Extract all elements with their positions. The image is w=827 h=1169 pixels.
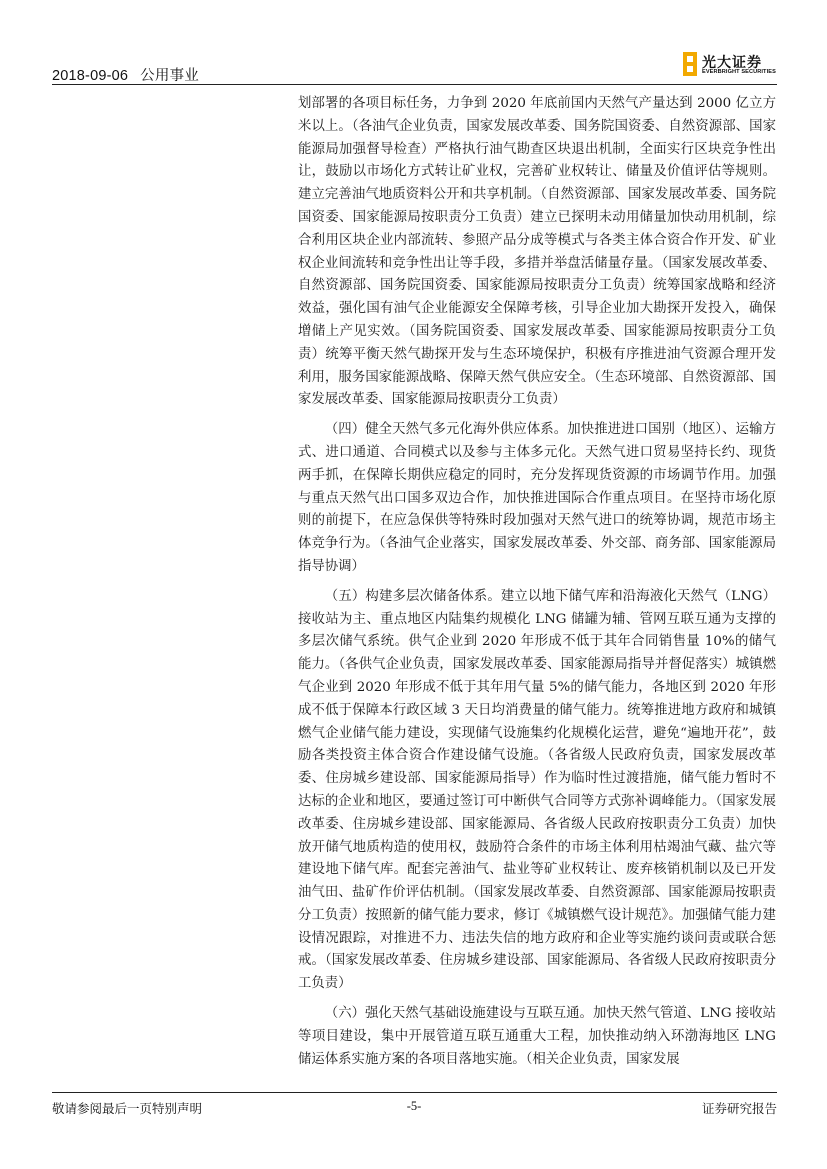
report-sector: 公用事业	[140, 68, 199, 84]
footer-report-type: 证券研究报告	[701, 1102, 777, 1116]
footer-disclaimer: 敬请参阅最后一页特别声明	[52, 1102, 203, 1116]
paragraph-section-4: （四）健全天然气多元化海外供应体系。加快推进进口国别（地区）、运输方式、进口通道、合同模式以及参与主体多元化。天然气进口贸易坚持长约、现货两手抓，在保障长期供应稳定的同时，充分发挥现货资源的市场调节作用。加强与重点天然气出口国多双边合作，加快推进国际合作重点项目。在坚持市场化原则的前提下，在应急保供等特殊时段加强对天然气进口的统筹协调，规范市场主体竞争行为。（各油气企业落实，国家发展改革委、外交部、商务部、国家能源局指导协调）	[298, 422, 776, 574]
logo-text-cn: 光大证券	[702, 55, 762, 71]
paragraph-section-5: （五）构建多层次储备体系。建立以地下储气库和沿海液化天然气（LNG）接收站为主、重点地区内陆集约规模化 LNG 储罐为辅、管网互联互通为支撑的多层次储气系统。供气企业到 2020 年形成不低于其年合同销售量 10%的储气能力。（各供气企业负责，国家发展改革委、国家能源局指导并督促落实）城镇燃气企业到 2020 年形成不低于其年用气量 5%的储气能力，各地区到 2020 年形成不低于保障本行政区域 3 天日均消费量的储气能力。统筹推进地方政府和城镇燃气企业储气能力建设，实现储气设施集约化规模化运营，避免“遍地开花”，鼓励各类投资主体合资合作建设储气设施。（各省级人民政府负责，国家发展改革委、住房城乡建设部、国家能源局指导）作为临时性过渡措施，储气能力暂时不达标的企业和地区，要通过签订可中断供气合同等方式弥补调峰能力。（国家发展改革委、住房城乡建设部、国家能源局、各省级人民政府按职责分工负责）加快放开储气地质构造的使用权，鼓励符合条件的市场主体利用枯竭油气藏、盐穴等建设地下储气库。配套完善油气、盐业等矿业权转让、废弃核销机制以及已开发油气田、盐矿作价评估机制。（国家发展改革委、自然资源部、国家能源局按职责分工负责）按照新的储气能力要求，修订《城镇燃气设计规范》。加强储气能力建设情况跟踪，对推进不力、违法失信的地方政府和企业等实施约谈问责或联合惩戒。（国家发展改革委、住房城乡建设部、国家能源局、各省级人民政府按职责分工负责）	[298, 588, 776, 992]
logo-text-en: EVERBRIGHT SECURITIES	[702, 69, 776, 75]
report-body	[298, 93, 776, 1071]
paragraph-section-6: （六）强化天然气基础设施建设与互联互通。加快天然气管道、LNG 接收站等项目建设，集中开展管道互联互通重大工程，加快推动纳入环渤海地区 LNG 储运体系实施方案的各项目落地实施。（相关企业负责，国家发展	[298, 1006, 776, 1067]
everbright-securities-logo	[683, 52, 777, 78]
footer-divider	[52, 1092, 777, 1093]
page-number: -5-	[406, 1099, 422, 1113]
report-date: 2018-09-06	[52, 68, 129, 84]
logo-mark-icon	[683, 52, 697, 76]
paragraph-continuation: 划部署的各项目标任务，力争到 2020 年底前国内天然气产量达到 2000 亿立方米以上。（各油气企业负责，国家发展改革委、国务院国资委、自然资源部、国家能源局加强督导检查）严格执行油气勘查区块退出机制，全面实行区块竞争性出让，鼓励以市场化方式转让矿业权，完善矿业权转让、储量及价值评估等规则。建立完善油气地质资料公开和共享机制。（自然资源部、国家发展改革委、国务院国资委、国家能源局按职责分工负责）建立已探明未动用储量加快动用机制，综合利用区块企业内部流转、参照产品分成等模式与各类主体合资合作开发、矿业权企业间流转和竞争性出让等手段，多措并举盘活储量存量。（国家发展改革委、自然资源部、国务院国资委、国家能源局按职责分工负责）统筹国家战略和经济效益，强化国有油气企业能源安全保障考核，引导企业加大勘探开发投入，确保增储上产见实效。（国务院国资委、国家发展改革委、国家能源局按职责分工负责）统筹平衡天然气勘探开发与生态环境保护，积极有序推进油气资源合理开发利用，服务国家能源战略、保障天然气供应安全。（生态环境部、自然资源部、国家发展改革委、国家能源局按职责分工负责）	[298, 96, 776, 408]
report-header	[52, 64, 199, 85]
header-divider	[52, 84, 777, 85]
